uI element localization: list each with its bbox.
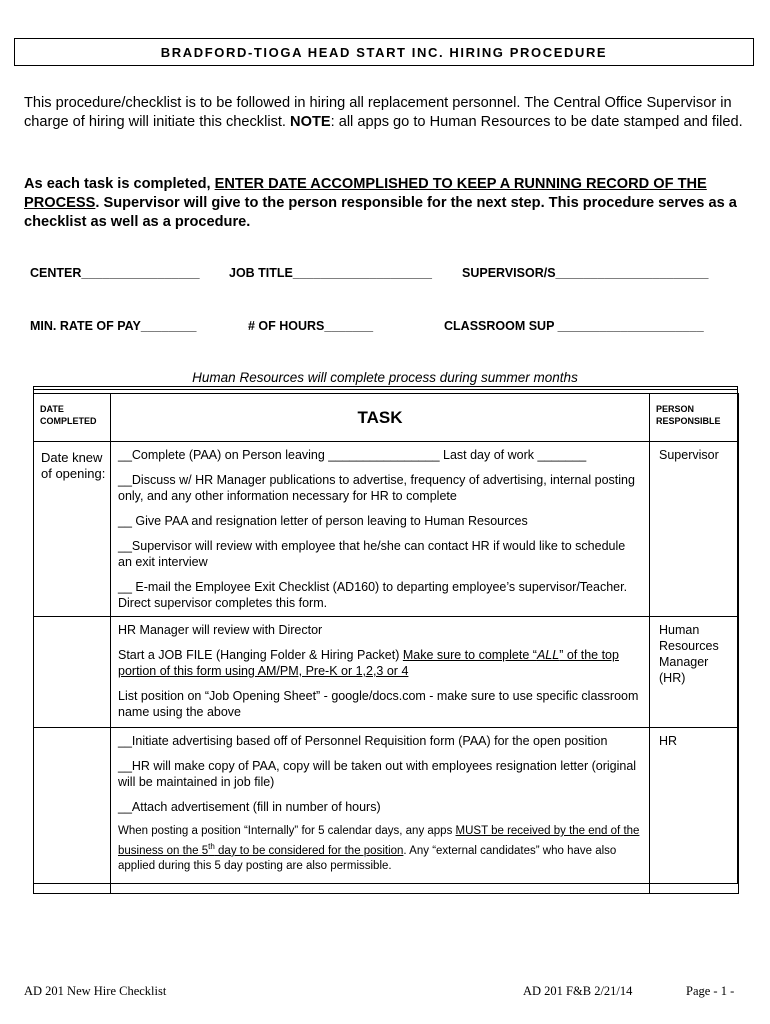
task-item[interactable]: __Complete (PAA) on Person leaving ________________ Last day of work _______: [118, 448, 587, 462]
footer-left: AD 201 New Hire Checklist: [24, 984, 167, 998]
table-header-row: [34, 394, 739, 442]
instruction-text-2: . Supervisor will give to the person responsible for the next step. This procedure serves as a checklist as well as a procedure.: [24, 195, 737, 230]
date-cell[interactable]: [34, 728, 111, 894]
job-file-task: Start a JOB FILE (Hanging Folder & Hiring Packet) Make sure to complete “ALL” of the top portion of this form using AM/PM, Pre-K or 1,2,3 or 4: [118, 648, 619, 678]
task-item[interactable]: __Discuss w/ HR Manager publications to advertise, frequency of advertising, internal posting only, and any other information necessary for HR to complete: [118, 473, 635, 503]
note-label: NOTE: [290, 114, 331, 130]
min-rate-field[interactable]: MIN. RATE OF PAY________: [30, 319, 197, 333]
task-cell: [111, 728, 650, 894]
supervisors-field[interactable]: SUPERVISOR/S______________________: [462, 266, 709, 280]
task-cell: [111, 617, 650, 728]
center-field[interactable]: CENTER_________________: [30, 266, 200, 280]
task-item: HR Manager will review with Director: [118, 623, 323, 637]
document-title: BRADFORD-TIOGA HEAD START INC. HIRING PROCEDURE: [14, 38, 754, 66]
hours-field[interactable]: # OF HOURS_______: [248, 319, 374, 333]
task-cell: [111, 442, 650, 617]
task-item[interactable]: __Attach advertisement (fill in number of hours): [118, 800, 381, 814]
person-responsible-header: PERSON RESPONSIBLE: [650, 394, 739, 442]
table-row: [34, 617, 739, 728]
date-cell[interactable]: Date knew of opening:: [34, 442, 111, 617]
task-item[interactable]: __Initiate advertising based off of Personnel Requisition form (PAA) for the open position: [118, 734, 608, 748]
instruction-underlined: ENTER DATE ACCOMPLISHED TO KEEP A RUNNING RECORD OF THE PROCESS: [24, 176, 707, 211]
table-frame-line: [33, 389, 738, 390]
task-header: TASK: [111, 394, 650, 442]
intro-text-2: : all apps go to Human Resources to be date stamped and filed.: [330, 114, 743, 130]
person-cell: HR: [650, 728, 739, 894]
task-table: [33, 393, 739, 894]
table-row: [34, 728, 739, 894]
task-item: List position on “Job Opening Sheet” - google/docs.com - make sure to use specific classroom name using the above: [118, 689, 639, 719]
date-cell[interactable]: [34, 617, 111, 728]
task-item[interactable]: __ Give PAA and resignation letter of person leaving to Human Resources: [118, 514, 528, 528]
footer-page-number: Page - 1 -: [686, 984, 735, 998]
intro-paragraph: [24, 94, 752, 132]
instruction-paragraph: [24, 175, 752, 232]
intro-text-1: This procedure/checklist is to be followed in hiring all replacement personnel. The Central Office Supervisor in charge of hiring will initiate this checklist.: [24, 95, 732, 130]
person-cell: Human Resources Manager (HR): [650, 617, 739, 728]
task-item[interactable]: __HR will make copy of PAA, copy will be taken out with employees resignation letter (original will be maintained in job file): [118, 759, 637, 789]
posting-note: When posting a position “Internally” for 5 calendar days, any apps MUST be received by the end of the business on the 5th day to be considered for the position. Any “external candidates” who have also applied during this 5 day posting are also permissible.: [118, 825, 640, 872]
table-row: [34, 442, 739, 617]
classroom-sup-field[interactable]: CLASSROOM SUP _____________________: [444, 319, 704, 333]
person-cell: Supervisor: [650, 442, 739, 617]
job-title-field[interactable]: JOB TITLE____________________: [229, 266, 432, 280]
task-item[interactable]: __ E-mail the Employee Exit Checklist (AD160) to departing employee’s supervisor/Teacher. Direct supervisor completes this form.: [118, 580, 628, 610]
instruction-text-1: As each task is completed,: [24, 176, 215, 192]
task-item[interactable]: __Supervisor will review with employee that he/she can contact HR if would like to schedule an exit interview: [118, 539, 626, 569]
summer-caption: Human Resources will complete process during summer months: [192, 370, 578, 385]
footer-center: AD 201 F&B 2/21/14: [523, 984, 633, 998]
date-completed-header: DATE COMPLETED: [34, 394, 111, 442]
